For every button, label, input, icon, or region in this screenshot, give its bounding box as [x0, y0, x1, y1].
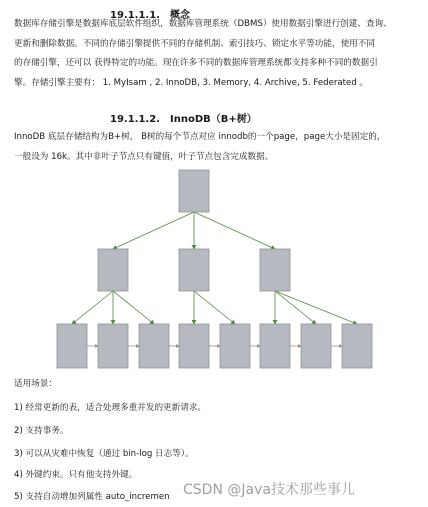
leaf-node [342, 324, 372, 368]
concept-line: 数据库存储引擎是数据库底层软件组织，数据库管理系统（DBMS）使用数据引擎进行创建、查询、 [14, 19, 392, 29]
usage-item: 3) 可以从灾难中恢复（通过 bin-log 日志等）。 [14, 449, 194, 459]
tree-edge [72, 291, 113, 324]
internal-node [260, 249, 290, 291]
tree-edge [194, 212, 275, 249]
tree-edge [194, 291, 235, 324]
concept-line: 更新和删除数据。不同的存储引擎提供不同的存储机制、索引技巧、锁定水平等功能，使用不同 [14, 38, 375, 49]
internal-node [98, 249, 128, 291]
concept-line: 擎。存储引擎主要有： 1. MyIsam , 2. InnoDB, 3. Memory, 4. Archive, 5. Federated 。 [14, 77, 369, 88]
innodb-line: InnoDB 底层存储结构为B+树， B树的每个节点对应 innodb的一个page，page大小是固定的， [14, 132, 386, 142]
innodb-line: 一般设为 16k。其中非叶子节点只有键值，叶子节点包含完成数据。 [14, 151, 274, 162]
usage-item: 1) 经常更新的表，适合处理多重并发的更新请求。 [14, 403, 207, 413]
leaf-node [301, 324, 331, 368]
leaf-node [220, 324, 250, 368]
usage-item: 5) 支持自动增加列属性 auto_incremen [14, 492, 170, 502]
tree-edge [275, 291, 357, 324]
section-title: InnoDB（B+树） [170, 114, 257, 125]
watermark: CSDN @Java技术那些事儿 [183, 482, 355, 498]
section-number: 19.1.1.2. [110, 114, 160, 125]
usage-title: 适用场景： [14, 379, 57, 389]
leaf-node [260, 324, 290, 368]
tree-edge [113, 212, 194, 249]
tree-edge [113, 291, 154, 324]
tree-edge [275, 291, 316, 324]
concept-line: 的存储引擎，还可以 获得特定的功能。现在许多不同的数据库管理系统都支持多种不同的数据引 [14, 58, 378, 68]
usage-item: 2) 支持事务。 [14, 426, 69, 436]
section-title: 概念 [170, 10, 190, 21]
leaf-node [98, 324, 128, 368]
usage-item: 4) 外键约束。只有他支持外键。 [14, 470, 138, 480]
root-node [179, 170, 209, 212]
leaf-node [139, 324, 169, 368]
internal-node [179, 249, 209, 291]
section-number: 19.1.1.1. [110, 10, 160, 21]
leaf-node [57, 324, 87, 368]
leaf-node [179, 324, 209, 368]
